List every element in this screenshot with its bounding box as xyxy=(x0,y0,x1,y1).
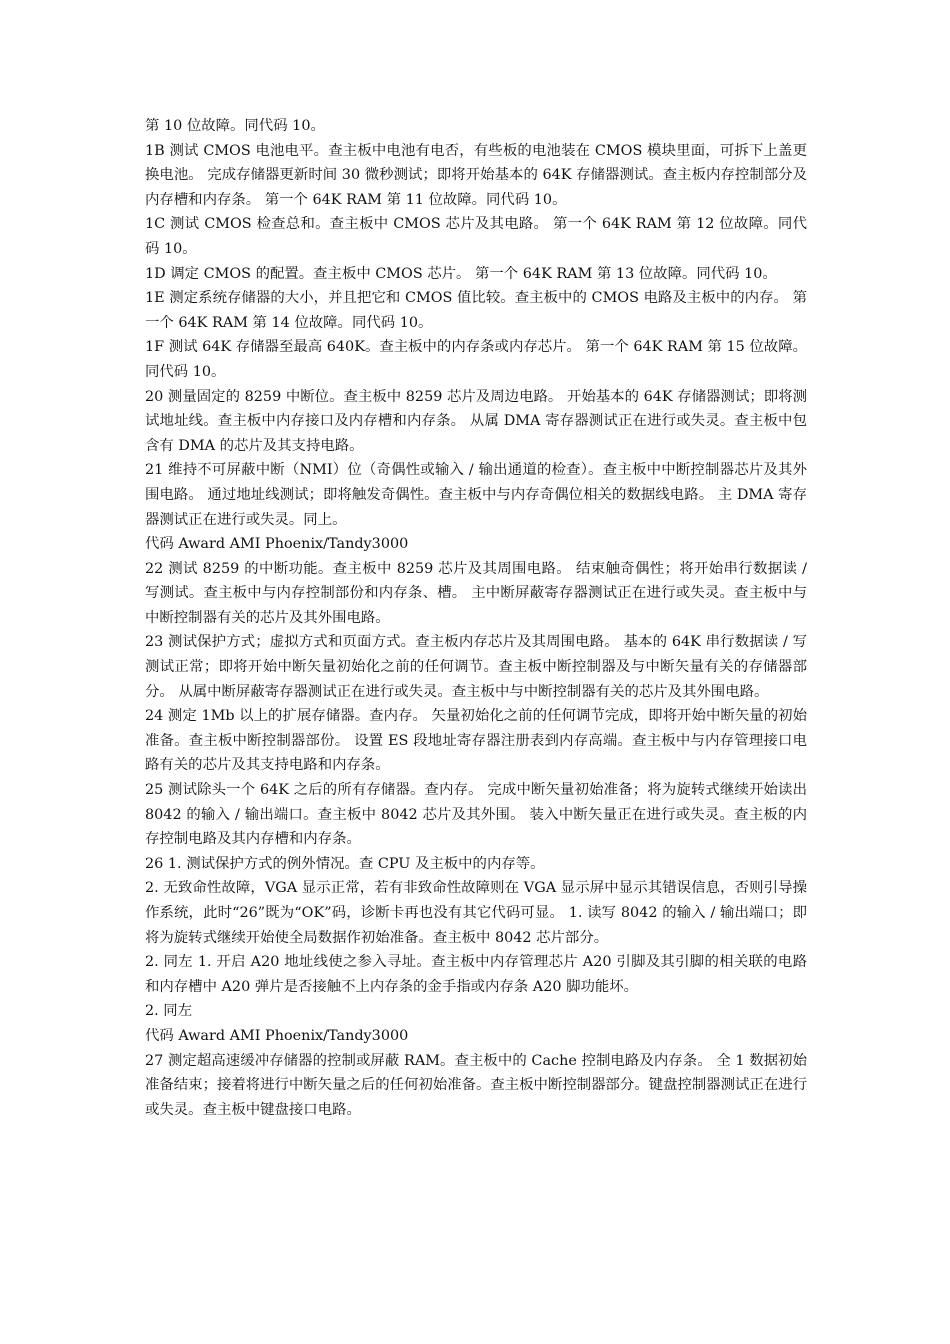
paragraph-code-23: 23 测试保护方式；虚拟方式和页面方式。查主板内存芯片及其周围电路。 基本的 64K 串行数据读 / 写测试正常；即将开始中断矢量初始化之前的任何调节。查主板中断控制器及与中断矢量有关的存储器部分。 从属中断屏蔽寄存器测试正在进行或失灵。查主板中与中断控制器有关的芯片及其外围电路。 xyxy=(145,634,807,700)
paragraph-code-26: 26 1. 测试保护方式的例外情况。查 CPU 及主板中的内存等。 xyxy=(145,855,545,872)
paragraph-code-22: 22 测试 8259 的中断功能。查主板中 8259 芯片及其周围电路。 结束触奇偶性；将开始串行数据读 / 写测试。查主板中与内存控制部份和内存条、槽。 主中断屏蔽寄存器测试正在进行或失灵。查主板中与中断控制器有关的芯片及其外围电路。 xyxy=(145,560,807,626)
document-page xyxy=(145,114,807,1122)
paragraph-code-20: 20 测量固定的 8259 中断位。查主板中 8259 芯片及周边电路。 开始基本的 64K 存储器测试；即将测试地址线。查主板中内存接口及内存槽和内存条。 从属 DMA 寄存器测试正在进行或失灵。查主板中包含有 DMA 的芯片及其支持电路。 xyxy=(145,388,807,454)
paragraph-code-1d: 1D 调定 CMOS 的配置。查主板中 CMOS 芯片。 第一个 64K RAM 第 13 位故障。同代码 10。 xyxy=(145,265,777,282)
paragraph-code-1c: 1C 测试 CMOS 检查总和。查主板中 CMOS 芯片及其电路。 第一个 64K RAM 第 12 位故障。同代码 10。 xyxy=(145,216,807,257)
paragraph-code-21: 21 维持不可屏蔽中断（NMI）位（奇偶性或输入 / 输出通道的检查）。查主板中中断控制器芯片及其外围电路。 通过地址线测试；即将触发奇偶性。查主板中与内存奇偶位相关的数据线电路。 主 DMA 寄存器测试正在进行或失灵。同上。 xyxy=(145,462,807,528)
paragraph-code-26-item2: 2. 无致命性故障，VGA 显示正常，若有非致命性故障则在 VGA 显示屏中显示其错误信息，否则引导操作系统，此时“26”既为“OK”码，诊断卡再也没有其它代码可显。 1. 读写 8042 的输入 / 输出端口；即将为旋转式继续开始使全局数据作初始准备。查主板中 8042 芯片部分。 xyxy=(145,880,807,946)
paragraph-code-1e: 1E 测定系统存储器的大小，并且把它和 CMOS 值比较。查主板中的 CMOS 电路及主板中的内存。 第一个 64K RAM 第 14 位故障。同代码 10。 xyxy=(145,290,807,331)
paragraph-bit10-fault: 第 10 位故障。同代码 10。 xyxy=(145,118,325,134)
paragraph-code-27: 27 测定超高速缓冲存储器的控制或屏蔽 RAM。查主板中的 Cache 控制电路及内存条。 全 1 数据初始准备结束；接着将进行中断矢量之后的任何初始准备。查主板中断控制器部分。键盘控制器测试正在进行或失灵。查主板中键盘接口电路。 xyxy=(145,1052,807,1118)
paragraph-code-25: 25 测试除头一个 64K 之后的所有存储器。查内存。 完成中断矢量初始准备；将为旋转式继续开始读出 8042 的输入 / 输出端口。查主板中 8042 芯片及其外围。 装入中断矢量正在进行或失灵。查主板的内存控制电路及其内存槽和内存条。 xyxy=(145,782,807,848)
paragraph-same-left: 2. 同左 xyxy=(145,1003,193,1020)
column-header-line-2: 代码 Award AMI Phoenix/Tandy3000 xyxy=(145,1027,409,1044)
column-header-line: 代码 Award AMI Phoenix/Tandy3000 xyxy=(145,536,409,553)
paragraph-code-1f: 1F 测试 64K 存储器至最高 640K。查主板中的内存条或内存芯片。 第一个 64K RAM 第 15 位故障。同代码 10。 xyxy=(145,339,807,380)
paragraph-code-1b: 1B 测试 CMOS 电池电平。查主板中电池有电否，有些板的电池装在 CMOS 模块里面，可拆下上盖更换电池。 完成存储器更新时间 30 微秒测试；即将开始基本的 64K 存储器测试。查主板内存控制部分及内存槽和内存条。 第一个 64K RAM 第 11 位故障。同代码 10。 xyxy=(145,142,807,208)
paragraph-code-24: 24 测定 1Mb 以上的扩展存储器。查内存。 矢量初始化之前的任何调节完成，即将开始中断矢量的初始准备。查主板中断控制器部份。 设置 ES 段地址寄存器注册表到内存高端。查主板中与内存管理接口电路有关的芯片及其支持电路和内存条。 xyxy=(145,708,807,774)
paragraph-code-26-same-left: 2. 同左 1. 开启 A20 地址线使之参入寻址。查主板中内存管理芯片 A20 引脚及其引脚的相关联的电路和内存槽中 A20 弹片是否接触不上内存条的金手指或内存条 A20 脚功能坏。 xyxy=(145,954,807,995)
